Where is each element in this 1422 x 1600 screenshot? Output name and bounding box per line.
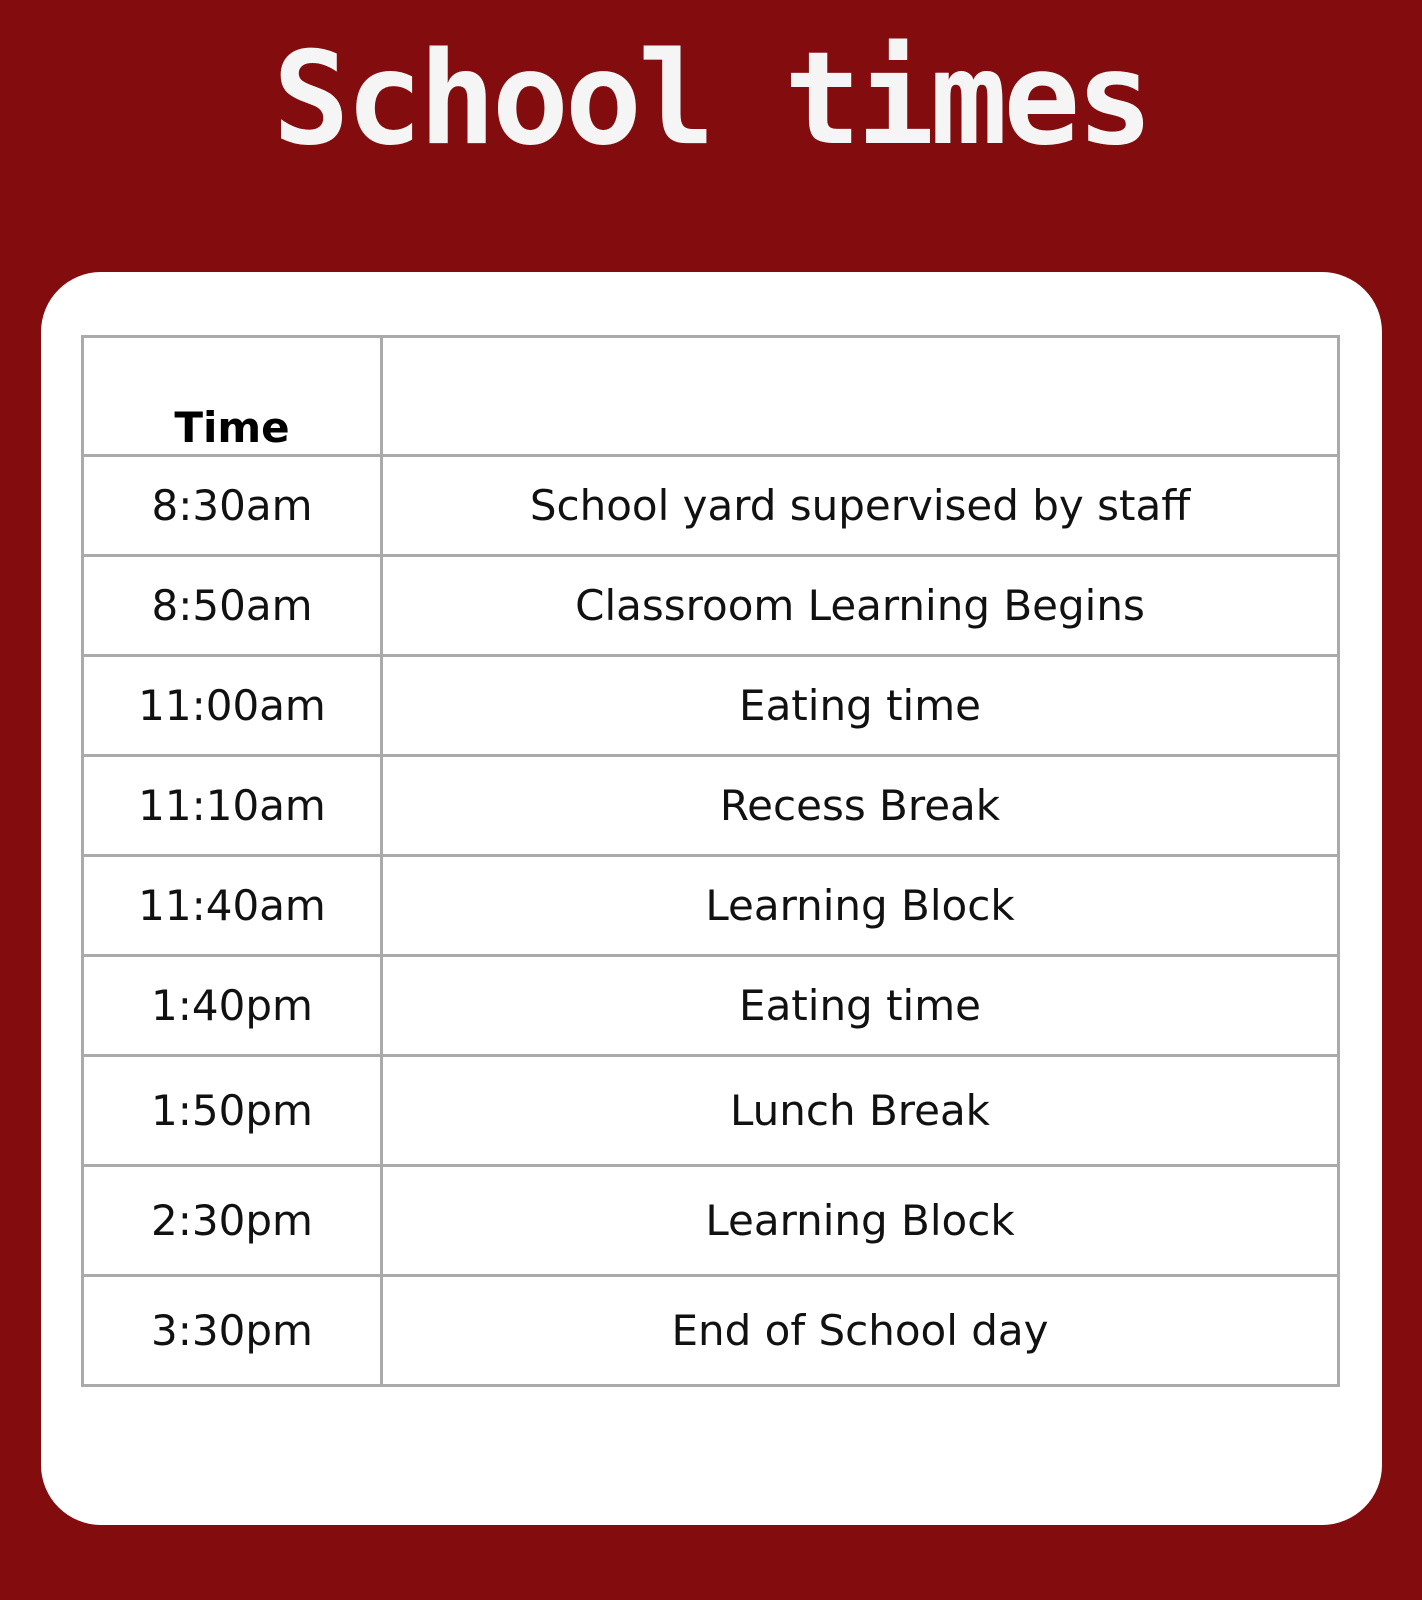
table-row — [83, 556, 1339, 656]
table-header-row — [83, 337, 1339, 456]
row-activity: Recess Break — [382, 756, 1339, 856]
header-activity — [382, 337, 1339, 456]
table-row — [83, 656, 1339, 756]
table-row — [83, 856, 1339, 956]
header-time: Time — [83, 337, 382, 456]
row-time: 11:10am — [83, 756, 382, 856]
table-row — [83, 956, 1339, 1056]
row-activity: Learning Block — [382, 1166, 1339, 1276]
row-time: 2:30pm — [83, 1166, 382, 1276]
row-activity: End of School day — [382, 1276, 1339, 1386]
row-activity: Eating time — [382, 656, 1339, 756]
table-row — [83, 756, 1339, 856]
row-activity: Eating time — [382, 956, 1339, 1056]
row-time: 1:50pm — [83, 1056, 382, 1166]
row-time: 11:00am — [83, 656, 382, 756]
table-row — [83, 1166, 1339, 1276]
schedule-card — [41, 272, 1382, 1525]
row-time: 11:40am — [83, 856, 382, 956]
row-time: 3:30pm — [83, 1276, 382, 1386]
page-title: School times — [272, 25, 1150, 174]
table-row — [83, 1056, 1339, 1166]
row-activity: Learning Block — [382, 856, 1339, 956]
row-activity: Classroom Learning Begins — [382, 556, 1339, 656]
table-row — [83, 456, 1339, 556]
table-row — [83, 1276, 1339, 1386]
row-time: 1:40pm — [83, 956, 382, 1056]
row-time: 8:50am — [83, 556, 382, 656]
row-activity: Lunch Break — [382, 1056, 1339, 1166]
row-time: 8:30am — [83, 456, 382, 556]
row-activity: School yard supervised by staff — [382, 456, 1339, 556]
schedule-table — [81, 335, 1340, 1387]
